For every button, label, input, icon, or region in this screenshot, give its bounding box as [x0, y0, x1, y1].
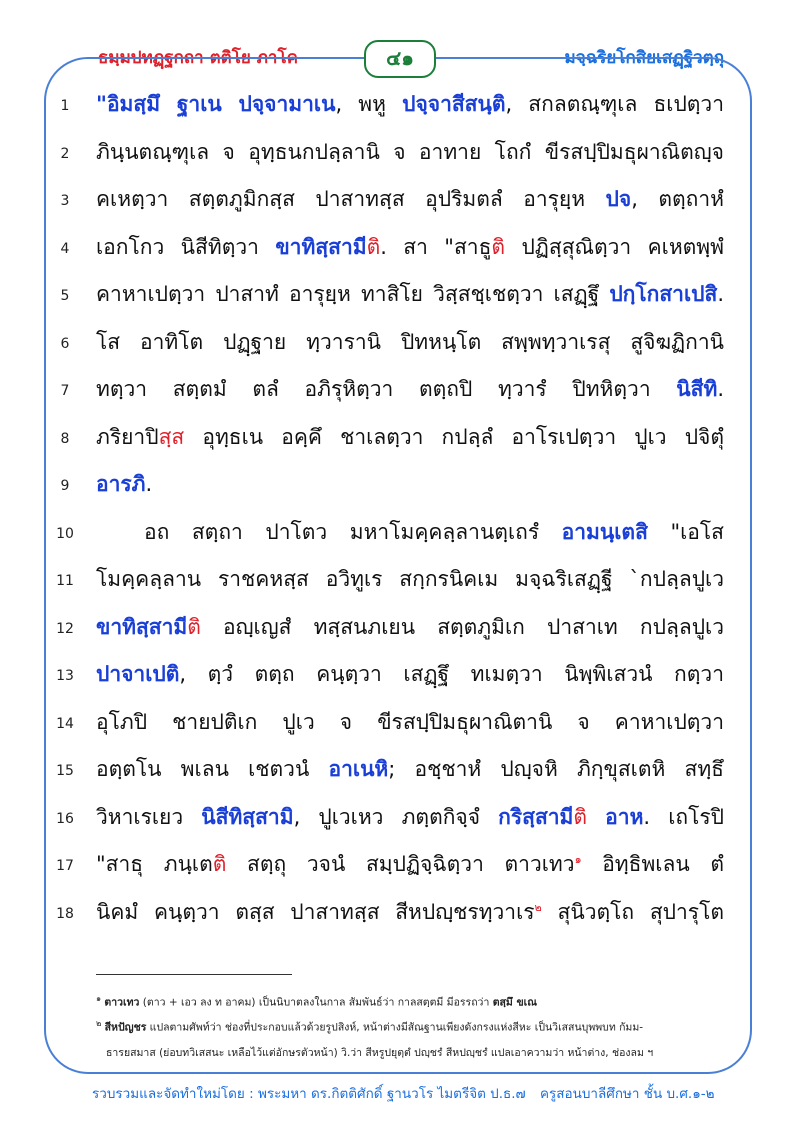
text-line: [0, 415, 800, 461]
highlighted-verb: อาห: [605, 804, 644, 829]
footnote-body: ธารยสมาส (ย่อบทวิเสสนะ เหลือไว้แต่อักษรตัวหน้า) วิ.ว่า สีหรูปยุตฺตํ ปญฺชรํ สีหปญฺชรํ แปลเอาความว่า หน้าต่าง, ช่องลม ฯ: [106, 1047, 654, 1059]
highlighted-verb: กริสฺสามี: [498, 804, 574, 829]
line-text: [96, 658, 724, 691]
footnote-rule: [96, 974, 292, 975]
text-segment: อญฺเญสํ ทสฺสนภเยน สตฺตภูมิเก ปาสาเท กปลฺลปูเว: [200, 614, 724, 639]
line-text: [96, 706, 724, 739]
line-text: [96, 278, 724, 311]
line-text: [96, 516, 724, 549]
line-text: [96, 136, 724, 169]
text-line: [0, 225, 800, 271]
highlighted-verb: ขาทิสฺสามี: [96, 614, 188, 639]
line-text: [96, 183, 724, 216]
text-segment: .: [717, 377, 724, 401]
text-segment: อตฺตโน พเลน เชตวนํ: [96, 757, 329, 781]
text-line: [0, 82, 800, 128]
highlighted-particle: ติ: [573, 804, 588, 829]
line-text: [96, 801, 724, 834]
footnote-term: สีหปัญชร: [104, 1021, 147, 1034]
highlighted-particle: ติ: [491, 234, 506, 259]
text-segment: ปฏิสฺสุณิตฺวา คเหตพฺพํ: [505, 234, 724, 259]
text-line: [0, 367, 800, 413]
line-text: [96, 373, 724, 406]
line-number: 18: [56, 905, 74, 922]
text-segment: .: [145, 472, 153, 496]
text-segment: . เถโรปิ: [643, 804, 724, 829]
line-text: [96, 563, 724, 596]
line-number: 5: [60, 288, 70, 304]
line-text: [96, 468, 724, 501]
text-segment: ; อชฺชาหํ ปญฺจหิ ภิกฺขุสเตหิ สทฺธึ: [388, 757, 724, 781]
text-segment: , พหู: [335, 92, 403, 116]
text-segment: วิหาเรเยว: [96, 804, 202, 829]
text-segment: , สกลตณฺฑุเล ธเปตฺวา: [505, 92, 724, 116]
text-segment: "สาธุ ภนฺเต: [96, 852, 213, 876]
highlighted-verb: ขาทิสฺสามี: [275, 234, 367, 259]
footnote-term: ตาวเทว: [104, 996, 140, 1009]
text-segment: สตฺถุ วจนํ สมฺปฏิจฺฉิตฺวา ตาวเทว: [226, 852, 575, 876]
text-line: [0, 890, 800, 936]
highlighted-verb: อาเนหิ: [328, 757, 389, 781]
highlighted-verb: ปจ: [605, 187, 632, 211]
line-number: 12: [56, 620, 74, 637]
line-number: 15: [56, 763, 74, 779]
text-line: [0, 462, 800, 508]
text-segment: .: [717, 282, 724, 306]
highlighted-verb: นิสีทิสฺสามิ: [201, 804, 294, 829]
text-segment: . สา "สาธู: [380, 234, 492, 259]
text-segment: , ตตฺถาหํ: [631, 187, 724, 211]
highlighted-particle: ติ: [366, 234, 381, 259]
text-line: [0, 605, 800, 651]
text-line: [0, 747, 800, 793]
line-number: 7: [60, 383, 70, 399]
footnote-number: ๒: [96, 1019, 102, 1028]
line-text: [96, 896, 724, 929]
footnote-body: แปลตามศัพท์ว่า ช่องที่ประกอบแล้วด้วยรูปสิงห์, หน้าต่างมีสัณฐานเพียงดังกรงแห่งสีหะ เป็นวิเสสนบุพพบท กัมม-: [146, 1021, 644, 1034]
highlighted-verb: ปาจาเปติ: [96, 662, 180, 686]
text-segment: ภริยาปิ: [96, 424, 159, 449]
footnote-term: ตสฺมึ ขเณ: [492, 996, 537, 1009]
text-line: [0, 652, 800, 698]
highlighted-verb: ปจฺจาสีสนฺติ: [402, 92, 506, 116]
line-number: 8: [60, 430, 70, 447]
line-number: 3: [60, 193, 70, 209]
line-number: 17: [56, 858, 74, 874]
line-text: [96, 848, 724, 881]
text-segment: ภินฺนตณฺฑุเล จ อุทฺธนกปลฺลานิ จ อาทาย โถกํ ขีรสปฺปิมธุผาณิตญฺจ: [96, 139, 724, 164]
text-line: [0, 842, 800, 888]
text-segment: "เอโส: [647, 519, 724, 544]
line-text: [96, 611, 724, 644]
line-text: [96, 326, 724, 359]
highlighted-particle: ติ: [187, 614, 201, 639]
text-segment: โส อาทิโต ปฏฺฐาย ทฺวารานิ ปิทหนฺโต สพฺพทฺวาเรสุ สูจิฆฏิกานิ: [96, 329, 724, 354]
text-segment: คเหตฺวา สตฺตภูมิกสฺส ปาสาทสฺส อุปริมตลํ อารุยฺห: [96, 187, 606, 211]
text-segment: โมคฺคลฺลาน ราชคหสฺส อวิทูเร สกฺกรนิคเม มจฺฉริเสฏฺฐี `กปลฺลปูเว: [96, 567, 724, 591]
highlighted-verb: "อิมสฺมึ ฐาเน ปจฺจามาเน: [96, 92, 336, 116]
line-number: 9: [60, 478, 70, 494]
text-segment: , ตฺวํ ตตฺถ คนฺตฺวา เสฏฺฐึ ทเมตฺวา นิพฺพิเสวนํ กตฺวา: [179, 662, 724, 686]
text-segment: อุทฺธเน อคฺคึ ชาเลตฺวา กปลฺลํ อาโรเปตฺวา ปูเว ปจิตุํ: [184, 424, 724, 449]
footnote: [96, 1017, 736, 1036]
line-number: 14: [56, 715, 74, 732]
text-line: [0, 320, 800, 366]
footnote-marker: ๑: [574, 853, 582, 866]
text-line: [0, 272, 800, 318]
page-number: ๔๑: [364, 40, 436, 78]
text-line: [0, 557, 800, 603]
highlighted-verb: อารภิ: [96, 472, 146, 496]
text-segment: สุนิวตฺโถ สุปารุโต: [541, 899, 724, 924]
text-segment: อิทฺธิพเลน ตํ: [581, 852, 724, 876]
line-text: [96, 753, 724, 786]
line-text: [96, 88, 724, 121]
line-text: [96, 421, 724, 454]
footnote-marker: ๒: [534, 900, 542, 914]
text-line: [0, 510, 800, 556]
text-segment: คาหาเปตฺวา ปาสาทํ อารุยฺห ทาสิโย วิสฺสชฺเชตฺวา เสฏฺฐึ: [96, 282, 610, 306]
text-segment: อุโภปิ ชายปติเก ปูเว จ ขีรสปฺปิมธุผาณิตานิ จ คาหาเปตฺวา: [96, 709, 724, 734]
line-number: 6: [60, 335, 70, 352]
header-right-title: มจฺฉริยโกสิยเสฏฺฐิวตฺถุ: [564, 48, 724, 68]
highlighted-verb: นิสีทิ: [676, 377, 718, 401]
highlighted-verb: ปกฺโกสาเปสิ: [609, 282, 718, 306]
text-segment: [587, 805, 605, 829]
text-segment: , ปูเวเหว ภตฺตกิจฺจํ: [293, 804, 499, 829]
text-line: [0, 177, 800, 223]
line-number: 1: [60, 98, 70, 114]
footer-author: รวบรวมและจัดทำใหม่โดย : พระมหา ดร.กิตติศักดิ์ ฐานวโร ไมตรีจิต ป.ธ.๗: [92, 1086, 526, 1102]
line-number: 13: [56, 668, 74, 684]
text-line: [0, 795, 800, 841]
line-number: 2: [60, 145, 70, 162]
highlighted-particle: ติ: [212, 852, 227, 876]
highlighted-verb: อามนฺเตสิ: [561, 519, 648, 544]
footnote: [106, 1044, 746, 1061]
line-number: 16: [56, 810, 74, 827]
text-line: [0, 700, 800, 746]
line-number: 4: [60, 240, 70, 257]
footnote-number: ๑: [96, 994, 102, 1003]
footnote: [96, 992, 736, 1011]
line-number: 10: [56, 525, 74, 542]
text-segment: นิคมํ คนฺตฺวา ตสฺส ปาสาทสฺส สีหปญฺชรทฺวาเร: [96, 899, 535, 924]
text-segment: ทตฺวา สตฺตมํ ตลํ อภิรุหิตฺวา ตตฺถปิ ทฺวารํ ปิทหิตฺวา: [96, 377, 677, 401]
text-line: [0, 130, 800, 176]
highlighted-particle: สฺส: [158, 424, 185, 449]
footnote-body: (ตาว + เอว ลง ท อาคม) เป็นนิบาตลงในกาล สัมพันธ์ว่า กาลสตฺตมี มีอรรถว่า: [139, 996, 493, 1009]
line-number: 11: [56, 573, 74, 589]
text-segment: อถ สตฺถา ปาโตว มหาโมคฺคลฺลานตฺเถรํ: [144, 519, 562, 544]
line-text: [96, 231, 724, 264]
header-left-title: ธมฺมปทฏฺฐกถา ตติโย ภาโค: [98, 48, 298, 68]
footer-course: ครูสอนบาลีศึกษา ชั้น บ.ศ.๑-๒: [540, 1086, 715, 1102]
text-segment: เอกโกว นิสีทิตฺวา: [96, 234, 276, 259]
